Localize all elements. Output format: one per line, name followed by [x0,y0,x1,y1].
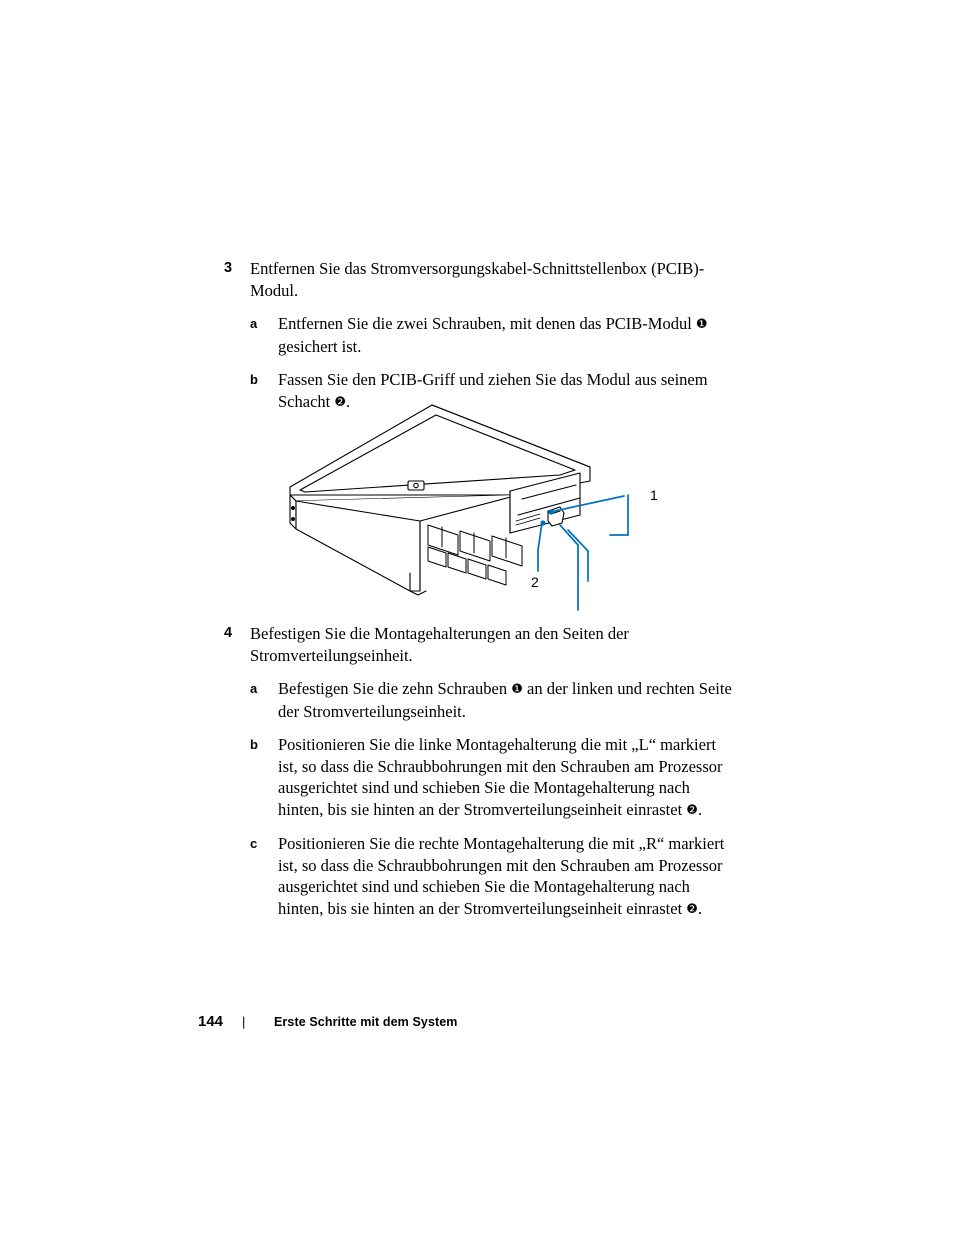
step-4-substep-a [250,678,734,722]
figure-pcib-module-removal [260,395,700,625]
substep-text-after: . [346,391,351,411]
substep-text-after: gesichert ist. [278,336,362,356]
step-4-substep-c [250,833,734,920]
figure-label-2: 2 [531,574,539,590]
substep-text-before: Fassen Sie den PCIB-Griff und ziehen Sie das Modul aus seinem Schacht [278,370,708,411]
callout-marker-1: ❶ [511,682,523,697]
step-4-substep-b [250,734,734,821]
substep-text [278,678,734,722]
substep-text-before: Positionieren Sie die linke Montagehalterung die mit „L“ markiert ist, so dass die Schraubbohrungen mit den Schrauben am Prozessor ausgerichtet sind und schieben Sie die Montagehalterung nach hinten, bis sie hinten an der Stromverteilungseinheit einrastet [278,735,723,819]
step-4 [224,623,734,920]
callout-marker-2: ❷ [334,394,347,410]
callout-marker-2: ❷ [686,901,698,917]
substep-letter: b [250,372,258,387]
substep-text-before: Positionieren Sie die rechte Montagehalterung die mit „R“ markiert ist, so dass die Schraubbohrungen mit den Schrauben am Prozessor ausgerichtet sind und schieben Sie die Montagehalterung nach hinten, bis sie hinten an der Stromverteilungseinheit einrastet [278,834,725,918]
substep-text [278,734,734,821]
substep-letter: c [250,836,258,851]
figure-label-1: 1 [650,487,658,503]
substep-letter: b [250,737,258,752]
footer-title: Erste Schritte mit dem System [274,1015,458,1029]
step-3-substep-a [250,313,720,357]
step-3 [224,258,724,413]
step-4-number: 4 [224,625,233,641]
step-4-content [250,623,734,920]
substep-letter: a [250,681,258,696]
callout-marker-2: ❷ [686,802,698,818]
substep-text-before: Befestigen Sie die zehn Schrauben [278,679,512,698]
substep-text-after: . [697,898,703,918]
substep-letter: a [250,316,258,331]
callout-marker-1: ❶ [695,317,708,332]
page-number: 144 [198,1013,224,1030]
substep-text-after: . [697,799,703,819]
substep-text-after: an der linken und rechten Seite der Stromverteilungseinheit. [278,679,732,721]
substep-text [278,313,720,357]
step-3-text: Entfernen Sie das Stromversorgungskabel-Schnittstellenbox (PCIB)-Modul. [250,259,705,300]
substep-text-before: Entfernen Sie die zwei Schrauben, mit denen das PCIB-Modul [278,314,696,333]
substep-text [278,833,734,920]
step-4-text: Befestigen Sie die Montagehalterungen an den Seiten der Stromverteilungseinheit. [250,624,629,665]
footer-separator: | [242,1014,246,1029]
page-footer [198,1013,458,1030]
step-3-content [250,258,720,413]
step-3-number: 3 [224,260,233,276]
